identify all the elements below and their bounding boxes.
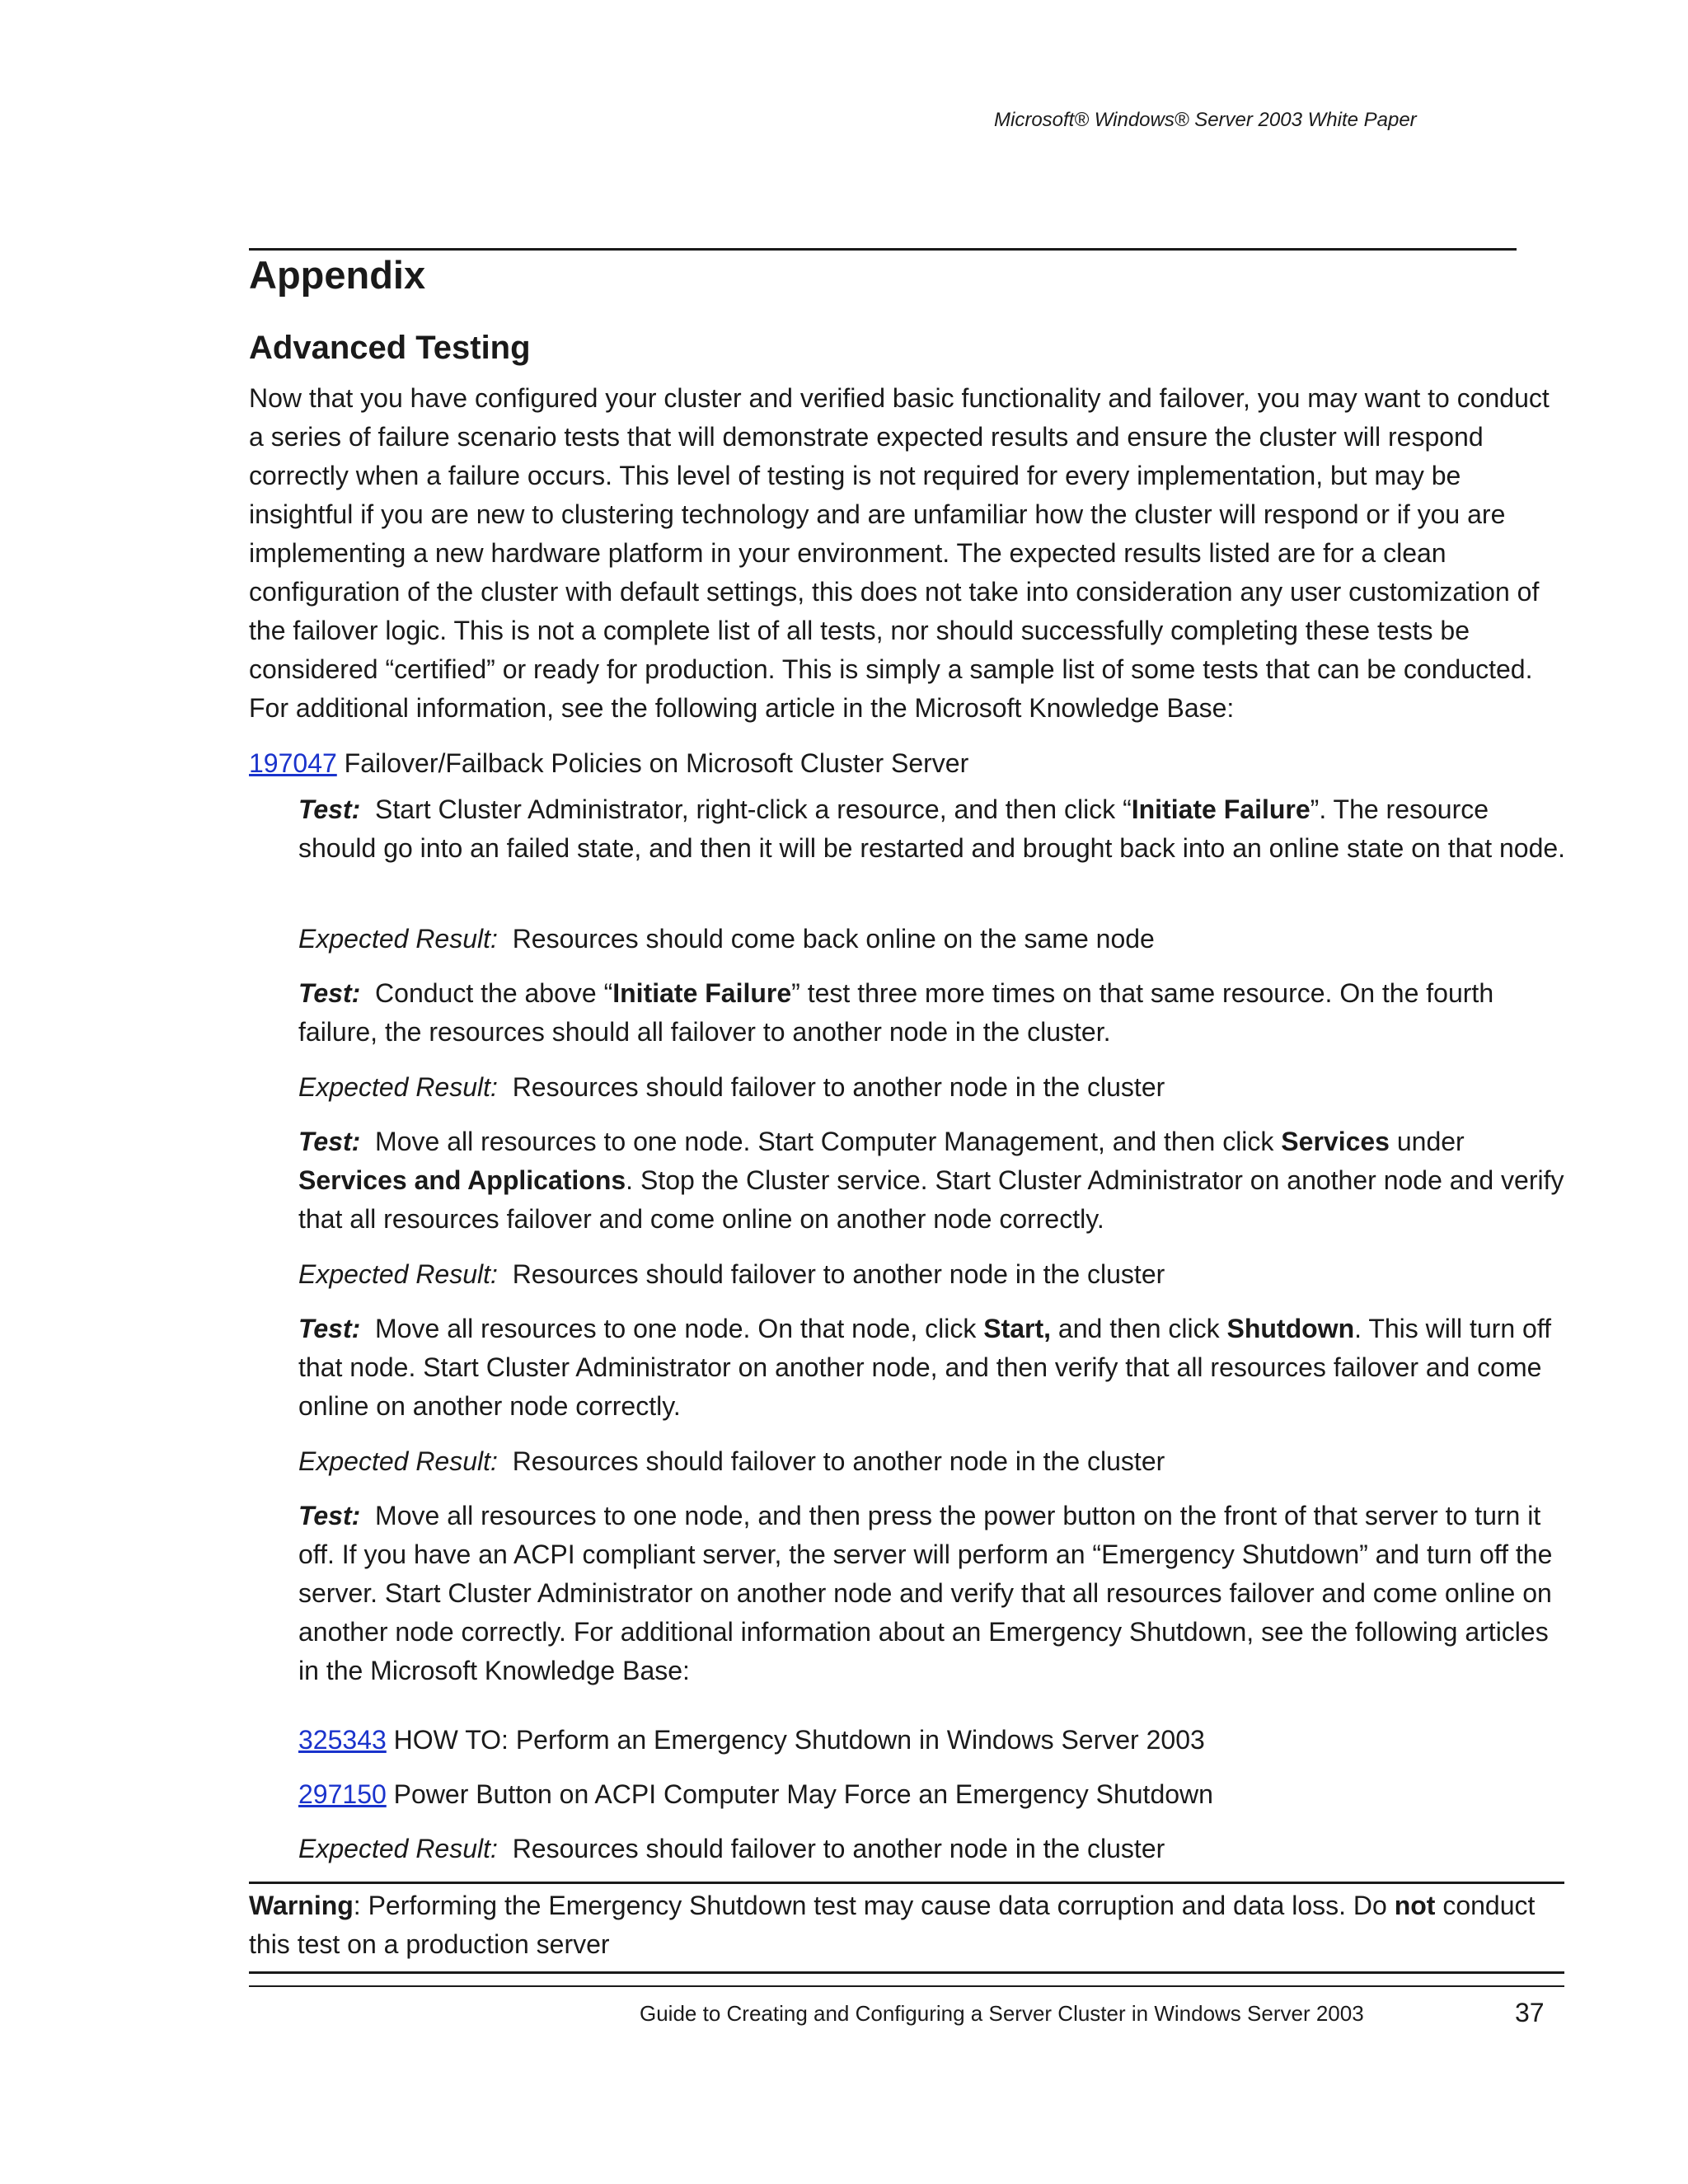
- expected-result-3: Expected Result: Resources should failover to another node in the cluster: [298, 1259, 1165, 1289]
- expected-result-2: Expected Result: Resources should failover to another node in the cluster: [298, 1072, 1165, 1102]
- footer-rule: [249, 1985, 1564, 1987]
- kb-reference-297150: 297150 Power Button on ACPI Computer May Force an Emergency Shutdown: [298, 1779, 1213, 1809]
- footer-title: Guide to Creating and Configuring a Server Cluster in Windows Server 2003: [640, 2001, 1364, 2026]
- test-label: Test:: [298, 1127, 361, 1156]
- expected-label: Expected Result:: [298, 1072, 498, 1102]
- page-number: 37: [1515, 1998, 1545, 2027]
- test-label: Test:: [298, 978, 361, 1008]
- header-rule: [249, 248, 1517, 251]
- warning-label: Warning: [249, 1891, 354, 1920]
- test-1: Test: Start Cluster Administrator, right-click a resource, and then click “Initiate Failure”. The resource should go into an failed state, and then it will be restarted and brought back into an online state on that node.: [298, 794, 1566, 863]
- warning-rule-top: [249, 1882, 1564, 1884]
- expected-result-4: Expected Result: Resources should failover to another node in the cluster: [298, 1446, 1165, 1476]
- kb-link-197047[interactable]: 197047: [249, 748, 337, 778]
- kb-reference-325343: 325343 HOW TO: Perform an Emergency Shutdown in Windows Server 2003: [298, 1725, 1205, 1755]
- expected-label: Expected Result:: [298, 1259, 498, 1289]
- test-5: Test: Move all resources to one node, and then press the power button on the front of that server to turn it off. If you have an ACPI compliant server, the server will perform an “Emergency Shutdown” and turn off the server. Start Cluster Administrator on another node and verify that all resources failover and come online on another node correctly. For additional information about an Emergency Shutdown, see the following articles in the Microsoft Knowledge Base:: [298, 1501, 1553, 1685]
- warning-note: Warning: Performing the Emergency Shutdown test may cause data corruption and data loss. Do not conduct this test on a production server: [249, 1891, 1536, 1959]
- test-2: Test: Conduct the above “Initiate Failure” test three more times on that same resource. On the fourth failure, the resources should all failover to another node in the cluster.: [298, 978, 1494, 1047]
- expected-label: Expected Result:: [298, 1834, 498, 1863]
- warning-rule-bottom: [249, 1971, 1564, 1974]
- section-heading: Appendix: [249, 253, 426, 297]
- kb-link-297150[interactable]: 297150: [298, 1779, 387, 1809]
- test-label: Test:: [298, 1314, 361, 1343]
- kb-link-325343[interactable]: 325343: [298, 1725, 387, 1755]
- kb-title: Failover/Failback Policies on Microsoft Cluster Server: [344, 748, 969, 778]
- test-label: Test:: [298, 794, 361, 824]
- expected-result-5: Expected Result: Resources should failover to another node in the cluster: [298, 1834, 1165, 1863]
- subsection-heading: Advanced Testing: [249, 330, 531, 366]
- expected-label: Expected Result:: [298, 924, 498, 954]
- running-header: Microsoft® Windows® Server 2003 White Paper: [994, 109, 1417, 131]
- expected-label: Expected Result:: [298, 1446, 498, 1476]
- test-3: Test: Move all resources to one node. Start Computer Management, and then click Services under Services and Applications. Stop the Cluster service. Start Cluster Administrator on another node and verify that all resources failover and come online on another node correctly.: [298, 1127, 1564, 1234]
- expected-result-1: Expected Result: Resources should come back online on the same node: [298, 924, 1155, 954]
- test-4: Test: Move all resources to one node. On that node, click Start, and then click Shutdown. This will turn off that node. Start Cluster Administrator on another node, and then verify that all resources failover and come online on another node correctly.: [298, 1314, 1552, 1421]
- intro-paragraph: Now that you have configured your cluster and verified basic functionality and failover, you may want to conduct a series of failure scenario tests that will demonstrate expected results and ensure the cluster will respond correctly when a failure occurs. This level of testing is not required for every implementation, but may be insightful if you are new to clustering technology and are unfamiliar how the cluster will respond or if you are implementing a new hardware platform in your environment. The expected results listed are for a clean configuration of the cluster with default settings, this does not take into consideration any user customization of the failover logic. This is not a complete list of all tests, nor should successfully completing these tests be considered “certified” or ready for production. This is simply a sample list of some tests that can be conducted. For additional information, see the following article in the Microsoft Knowledge Base:: [249, 383, 1550, 723]
- test-label: Test:: [298, 1501, 361, 1530]
- kb-reference-main: [249, 744, 968, 783]
